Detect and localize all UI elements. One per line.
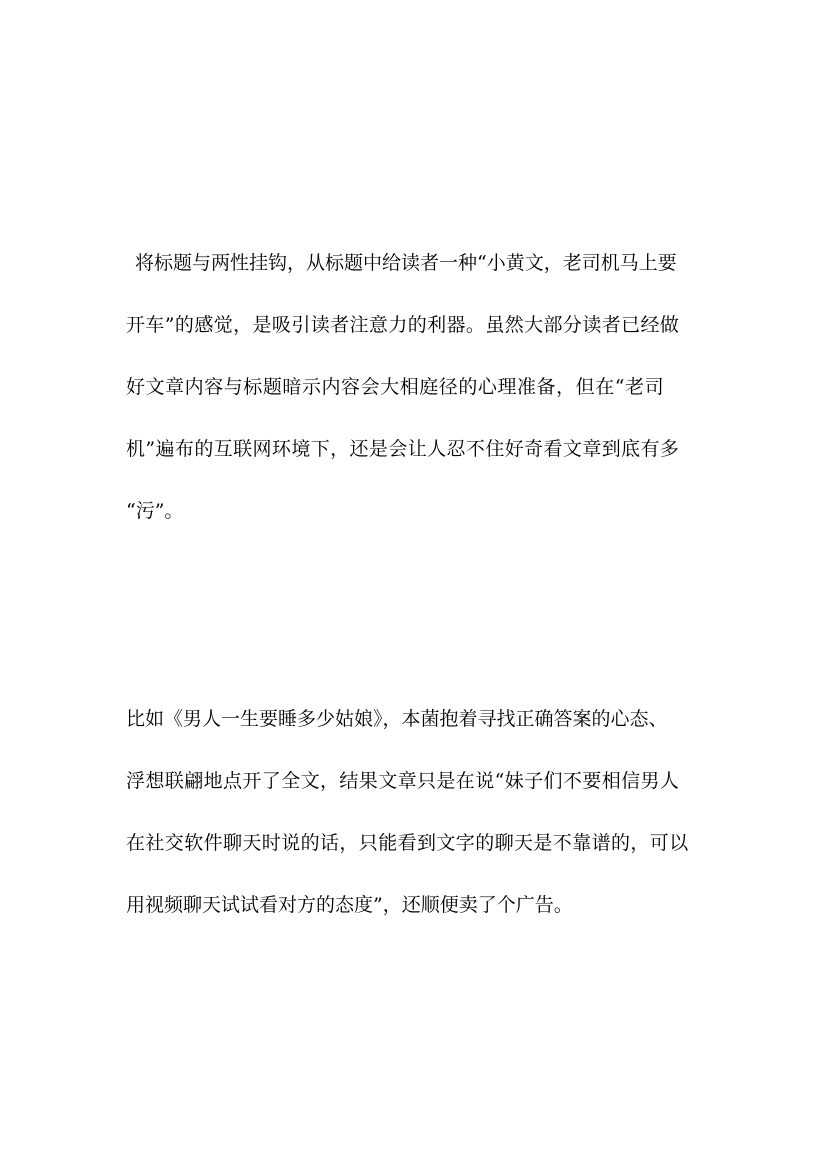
paragraph-line: “污”。: [126, 500, 184, 522]
paragraph-line: 好文章内容与标题暗示内容会大相庭径的心理准备，但在“老司: [126, 376, 665, 398]
paragraph-line: 在社交软件聊天时说的话，只能看到文字的聊天是不靠谱的，可以: [126, 832, 689, 854]
paragraph-line: 用视频聊天试试看对方的态度”，还顺便卖了个广告。: [126, 894, 573, 916]
paragraph-line: 浮想联翩地点开了全文，结果文章只是在说“妹子们不要相信男人: [126, 770, 680, 792]
paragraph-line: 将标题与两性挂钩，从标题中给读者一种“小黄文，老司机马上要: [135, 252, 677, 274]
paragraph-line: 机”遍布的互联网环境下，还是会让人忍不住好奇看文章到底有多: [126, 438, 680, 460]
paragraph-line: 比如《男人一生要睡多少姑娘》，本菌抱着寻找正确答案的心态、: [126, 708, 668, 730]
paragraph-line: 开车”的感觉，是吸引读者注意力的利器。虽然大部分读者已经做: [126, 314, 680, 336]
